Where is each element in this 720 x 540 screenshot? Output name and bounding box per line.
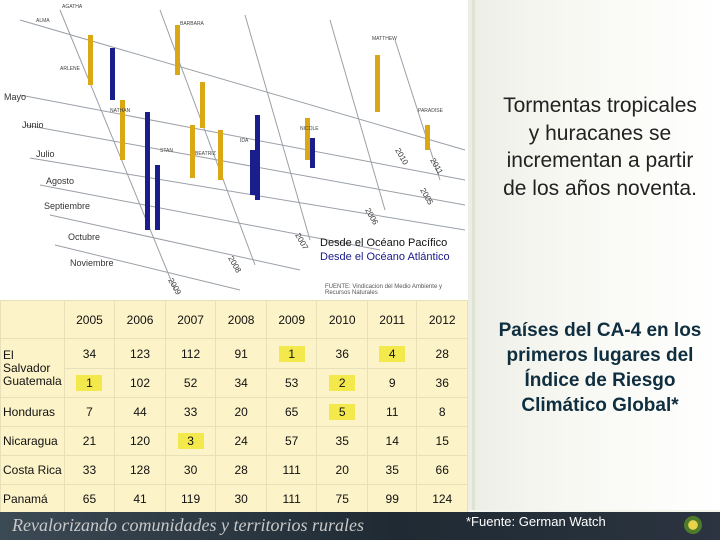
table-cell	[165, 485, 216, 514]
right-panel	[468, 0, 720, 510]
cell-value: 91	[234, 346, 248, 361]
table-cell	[367, 339, 416, 369]
cell-value: 14	[385, 434, 399, 448]
footer-source: *Fuente: German Watch	[466, 514, 606, 529]
storm-bar	[110, 48, 115, 100]
storm-label: NICOLE	[300, 126, 319, 132]
table-cell	[165, 427, 216, 456]
month-label: Octubre	[68, 232, 101, 242]
cell-value: 28	[234, 463, 248, 477]
year-label: 2011	[428, 156, 445, 176]
table-cell	[216, 427, 267, 456]
storm-bar	[145, 112, 150, 230]
chart-source: FUENTE: Vindicacion del Medio Ambiente y Recursos Naturales	[325, 284, 442, 296]
table-row	[1, 339, 468, 369]
cell-value: 36	[435, 376, 449, 390]
table-header-cell: 2010	[317, 301, 368, 339]
table-cell	[317, 369, 368, 398]
storm-bar	[175, 25, 180, 75]
table-cell	[165, 398, 216, 427]
storm-bar	[305, 118, 310, 160]
country-cell: Panamá	[1, 485, 65, 514]
month-labels	[4, 92, 114, 268]
table-header-cell: 2007	[165, 301, 216, 339]
cell-value: 33	[82, 463, 97, 477]
storm-bar	[88, 35, 93, 85]
month-label: Mayo	[4, 92, 27, 102]
year-line	[60, 10, 175, 290]
table-cell	[64, 456, 115, 485]
cell-value: 66	[435, 463, 449, 477]
storm-label: ALMA	[36, 18, 50, 24]
storm-label: ARLENE	[60, 66, 81, 72]
storm-label: STAN	[160, 148, 173, 154]
table-cell	[115, 485, 166, 514]
storm-label: BEATRIZ	[195, 151, 216, 157]
month-label: Julio	[36, 149, 55, 159]
table-cell	[317, 398, 368, 427]
table-cell	[367, 485, 416, 514]
country-cell: Nicaragua	[1, 427, 65, 456]
cell-value: 65	[82, 492, 97, 506]
table-header-cell: 2008	[216, 301, 267, 339]
cell-value: 15	[435, 434, 449, 448]
table-cell	[367, 427, 416, 456]
storm-bars	[88, 25, 430, 230]
cell-value: 102	[130, 376, 151, 390]
table-cell	[64, 398, 115, 427]
table-cell	[266, 339, 317, 369]
cell-value: 123	[130, 346, 151, 361]
panel-divider	[472, 0, 475, 510]
table-cell	[115, 427, 166, 456]
cell-value: 8	[438, 405, 446, 419]
cell-value: 111	[282, 463, 301, 477]
cell-value: 5	[329, 404, 355, 420]
storm-bar	[200, 82, 205, 128]
slide-heading: Tormentas tropicales y huracanes se incrementan a partir de los años noventa.	[503, 94, 697, 200]
storm-label: BARBARA	[180, 21, 204, 27]
cell-value: 112	[181, 346, 201, 361]
table-row	[1, 427, 468, 456]
table-cell	[165, 339, 216, 369]
table-cell	[64, 427, 115, 456]
cell-value: 35	[335, 434, 349, 448]
cell-value: 20	[335, 463, 349, 477]
cell-value: 41	[133, 492, 147, 506]
cell-value: 34	[82, 346, 97, 361]
table-cell	[216, 485, 267, 514]
cell-value: 124	[432, 492, 453, 506]
table-cell	[266, 485, 317, 514]
country-cell: El Salvador Guatemala	[1, 339, 65, 398]
cell-value: 30	[234, 492, 248, 506]
table-cell	[165, 369, 216, 398]
table-cell	[216, 339, 267, 369]
cell-value: 30	[183, 463, 198, 477]
storm-bar	[218, 130, 223, 180]
table-cell	[367, 398, 416, 427]
table-row	[1, 485, 468, 514]
cell-value: 34	[234, 376, 248, 390]
table-cell	[417, 427, 468, 456]
table-cell	[417, 398, 468, 427]
month-line	[25, 125, 465, 205]
cell-value: 111	[282, 492, 301, 506]
cell-value: 36	[335, 346, 349, 361]
year-label: 2006	[363, 206, 380, 227]
cell-value: 33	[183, 405, 198, 419]
cell-value: 7	[86, 405, 93, 419]
storm-label: IDA	[240, 138, 249, 144]
table-cell	[64, 339, 115, 369]
table-cell	[115, 339, 166, 369]
table-cell	[417, 339, 468, 369]
storm-bar	[250, 150, 255, 195]
cell-value: 1	[76, 375, 102, 391]
country-cell: Costa Rica	[1, 456, 65, 485]
table-header-cell: 2005	[64, 301, 115, 339]
risk-index-table	[0, 300, 468, 514]
table-cell	[216, 398, 267, 427]
month-line	[30, 158, 465, 230]
cell-value: 128	[130, 463, 151, 477]
table-cell	[216, 369, 267, 398]
table-row	[1, 456, 468, 485]
cell-value: 75	[335, 492, 349, 506]
storm-bar	[310, 138, 315, 168]
storm-bar	[255, 115, 260, 200]
storm-label: AGATHA	[62, 4, 83, 10]
table-cell	[266, 427, 317, 456]
year-labels	[166, 146, 448, 297]
cell-value: 35	[385, 463, 399, 477]
table-cell	[266, 456, 317, 485]
cell-value: 52	[183, 376, 198, 390]
table-cell	[216, 456, 267, 485]
month-line	[20, 20, 465, 150]
table-header-cell: 2012	[417, 301, 468, 339]
table-cell	[266, 398, 317, 427]
table-cell	[367, 456, 416, 485]
month-label: Agosto	[46, 176, 75, 186]
month-label: Noviembre	[70, 258, 114, 268]
cell-value: 119	[181, 492, 201, 506]
footer-title: Revalorizando comunidades y territorios rurales	[12, 515, 364, 535]
table-cell	[367, 369, 416, 398]
table-cell	[115, 398, 166, 427]
storm-label: NATHAN	[110, 108, 131, 114]
storm-bar	[425, 125, 430, 150]
cell-value: 1	[279, 346, 305, 362]
table-cell	[165, 456, 216, 485]
cell-value: 2	[329, 375, 355, 391]
month-label: Septiembre	[44, 201, 91, 211]
table-cell	[115, 456, 166, 485]
storm-labels	[36, 4, 444, 157]
logo-icon	[684, 516, 702, 534]
table-row	[1, 398, 468, 427]
storm-label: PARADISE	[418, 108, 443, 114]
cell-value: 11	[385, 405, 399, 419]
year-label: 2009	[166, 276, 183, 297]
table-cell	[266, 369, 317, 398]
month-label: Junio	[22, 120, 44, 130]
legend-atlantic: Desde el Océano Atlántico	[320, 251, 450, 263]
table-cell	[115, 369, 166, 398]
cell-value: 53	[284, 376, 299, 390]
year-label: 2005	[418, 186, 435, 207]
legend-pacific: Desde el Océano Pacífico	[320, 237, 448, 249]
year-label: 2008	[226, 254, 243, 275]
slide-subheading: Países del CA-4 en los primeros lugares del Índice de Riesgo Climático Global*	[498, 320, 702, 416]
table-cell	[417, 369, 468, 398]
cell-value: 24	[234, 434, 248, 448]
table-cell	[417, 456, 468, 485]
cell-value: 4	[379, 346, 405, 362]
cell-value: 21	[82, 434, 97, 448]
storm-bar	[155, 165, 160, 230]
table-cell	[317, 485, 368, 514]
table-cell	[317, 427, 368, 456]
cell-value: 9	[388, 376, 396, 390]
table-cell	[417, 485, 468, 514]
cell-value: 44	[133, 405, 147, 419]
table-header-cell	[1, 301, 65, 339]
table-cell	[317, 456, 368, 485]
table-cell	[64, 485, 115, 514]
table-row	[1, 369, 468, 398]
country-cell: Honduras	[1, 398, 65, 427]
storm-label: MATTHEW	[372, 36, 397, 42]
cell-value: 120	[130, 434, 151, 448]
year-label: 2007	[293, 231, 310, 252]
cell-value: 99	[385, 492, 399, 506]
table-cell	[64, 369, 115, 398]
table-header-cell: 2011	[367, 301, 416, 339]
year-label: 2010	[393, 146, 410, 167]
table-header-row	[1, 301, 468, 339]
table-cell	[317, 339, 368, 369]
storm-timeline-chart	[0, 0, 468, 300]
cell-value: 20	[234, 405, 248, 419]
storm-bar	[375, 55, 380, 112]
cell-value: 3	[178, 433, 204, 449]
table-header-cell: 2006	[115, 301, 166, 339]
cell-value: 28	[435, 346, 449, 361]
cell-value: 65	[284, 405, 299, 419]
table-header-cell: 2009	[266, 301, 317, 339]
cell-value: 57	[284, 434, 299, 448]
